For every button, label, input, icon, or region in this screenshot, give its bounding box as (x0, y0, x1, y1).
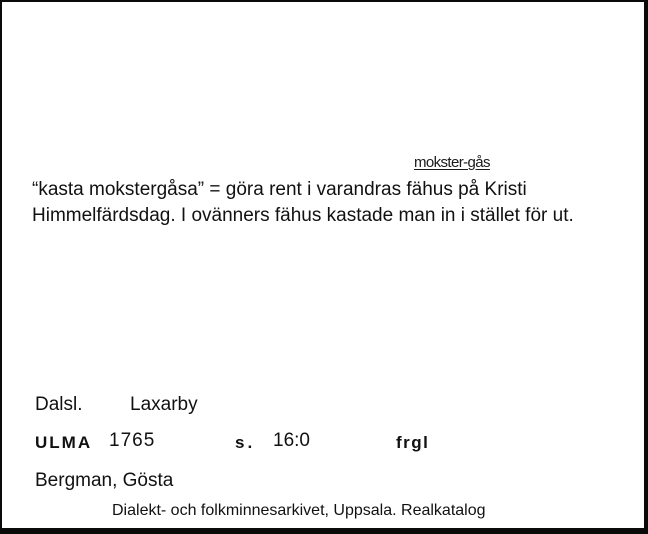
ulma-number: 1765 (109, 430, 156, 451)
page-label: s. (235, 433, 256, 452)
parish: Laxarby (130, 394, 198, 415)
definition-line: Himmelfärdsdag. I ovänners fähus kastade man in i stället för ut. (32, 205, 574, 226)
collector: Bergman, Gösta (35, 470, 174, 491)
headword: mokster-gås (414, 154, 490, 171)
source-code: frgl (396, 433, 430, 452)
province: Dalsl. (35, 394, 83, 415)
ulma-label: ULMA (35, 433, 93, 452)
catalog-card (2, 2, 644, 528)
definition-text (32, 177, 632, 229)
page-value: 16:0 (273, 430, 310, 451)
definition-line: “kasta mokstergåsa” = göra rent i varandras fähus på Kristi (32, 179, 527, 200)
archive-footer: Dialekt- och folkminnesarkivet, Uppsala. Realkatalog (112, 502, 486, 519)
